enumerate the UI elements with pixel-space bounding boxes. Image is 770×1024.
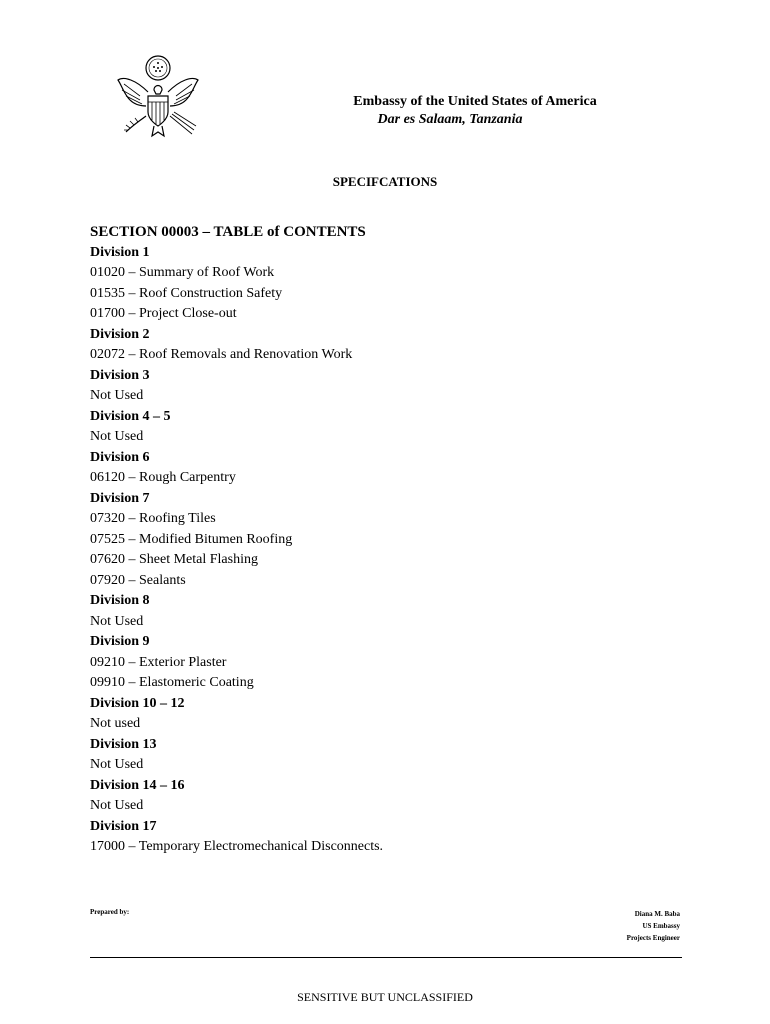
toc-entry: 07620 – Sheet Metal Flashing [90, 552, 258, 567]
toc-entry: 07320 – Roofing Tiles [90, 511, 216, 526]
eagle-seal-svg [110, 50, 206, 146]
toc-division-heading: Division 10 – 12 [90, 695, 185, 711]
signature-org: US Embassy [642, 922, 680, 930]
toc-entry: 06120 – Rough Carpentry [90, 470, 236, 485]
prepared-by-label: Prepared by: [90, 908, 130, 916]
signature-name: Diana M. Baba [634, 910, 680, 918]
toc-entry: Not used [90, 716, 141, 731]
toc-entry: 01020 – Summary of Roof Work [90, 265, 275, 280]
toc-division-heading: Division 3 [90, 367, 150, 383]
toc-entry: 01535 – Roof Construction Safety [90, 285, 283, 301]
toc-entry: 07920 – Sealants [90, 572, 186, 588]
toc-entry: Not Used [90, 613, 144, 629]
toc-division-heading: Division 2 [90, 326, 150, 342]
toc-division-heading: Division 13 [90, 736, 157, 752]
page-header [240, 93, 640, 129]
toc-division-heading: Division 4 – 5 [90, 408, 171, 424]
toc-division-heading: Division 14 – 16 [90, 777, 185, 793]
toc-entry: Not Used [90, 388, 144, 403]
footer-divider [90, 957, 682, 958]
toc-entry: 09210 – Exterior Plaster [90, 654, 227, 670]
toc-entry: 01700 – Project Close-out [90, 306, 237, 321]
signature-block [627, 908, 680, 944]
toc-division-heading: Division 17 [90, 818, 157, 834]
toc-entry: Not Used [90, 757, 144, 772]
embassy-location: Dar es Salaam, Tanzania [377, 112, 523, 127]
table-of-contents [90, 222, 690, 858]
classification-footer: SENSITIVE BUT UNCLASSIFIED [297, 990, 473, 1004]
toc-entry: Not Used [90, 429, 144, 444]
toc-division-heading: Division 8 [90, 593, 150, 608]
embassy-name: Embassy of the United States of America [353, 94, 597, 109]
toc-division-heading: Division 6 [90, 449, 150, 465]
toc-entry: 09910 – Elastomeric Coating [90, 675, 254, 690]
toc-entry: 17000 – Temporary Electromechanical Disconnects. [90, 839, 384, 854]
toc-division-heading: Division 7 [90, 490, 150, 506]
toc-division-heading: Division 9 [90, 634, 150, 649]
great-seal-icon [110, 50, 206, 146]
document-title: SPECIFCATIONS [332, 174, 438, 189]
toc-entry: 02072 – Roof Removals and Renovation Work [90, 347, 353, 362]
toc-division-heading: Division 1 [90, 244, 150, 260]
signature-role: Projects Engineer [626, 934, 680, 942]
toc-section-title: SECTION 00003 – TABLE of CONTENTS [90, 224, 366, 240]
toc-entry: 07525 – Modified Bitumen Roofing [90, 531, 293, 547]
toc-entry: Not Used [90, 798, 144, 813]
toc-list [90, 243, 690, 858]
